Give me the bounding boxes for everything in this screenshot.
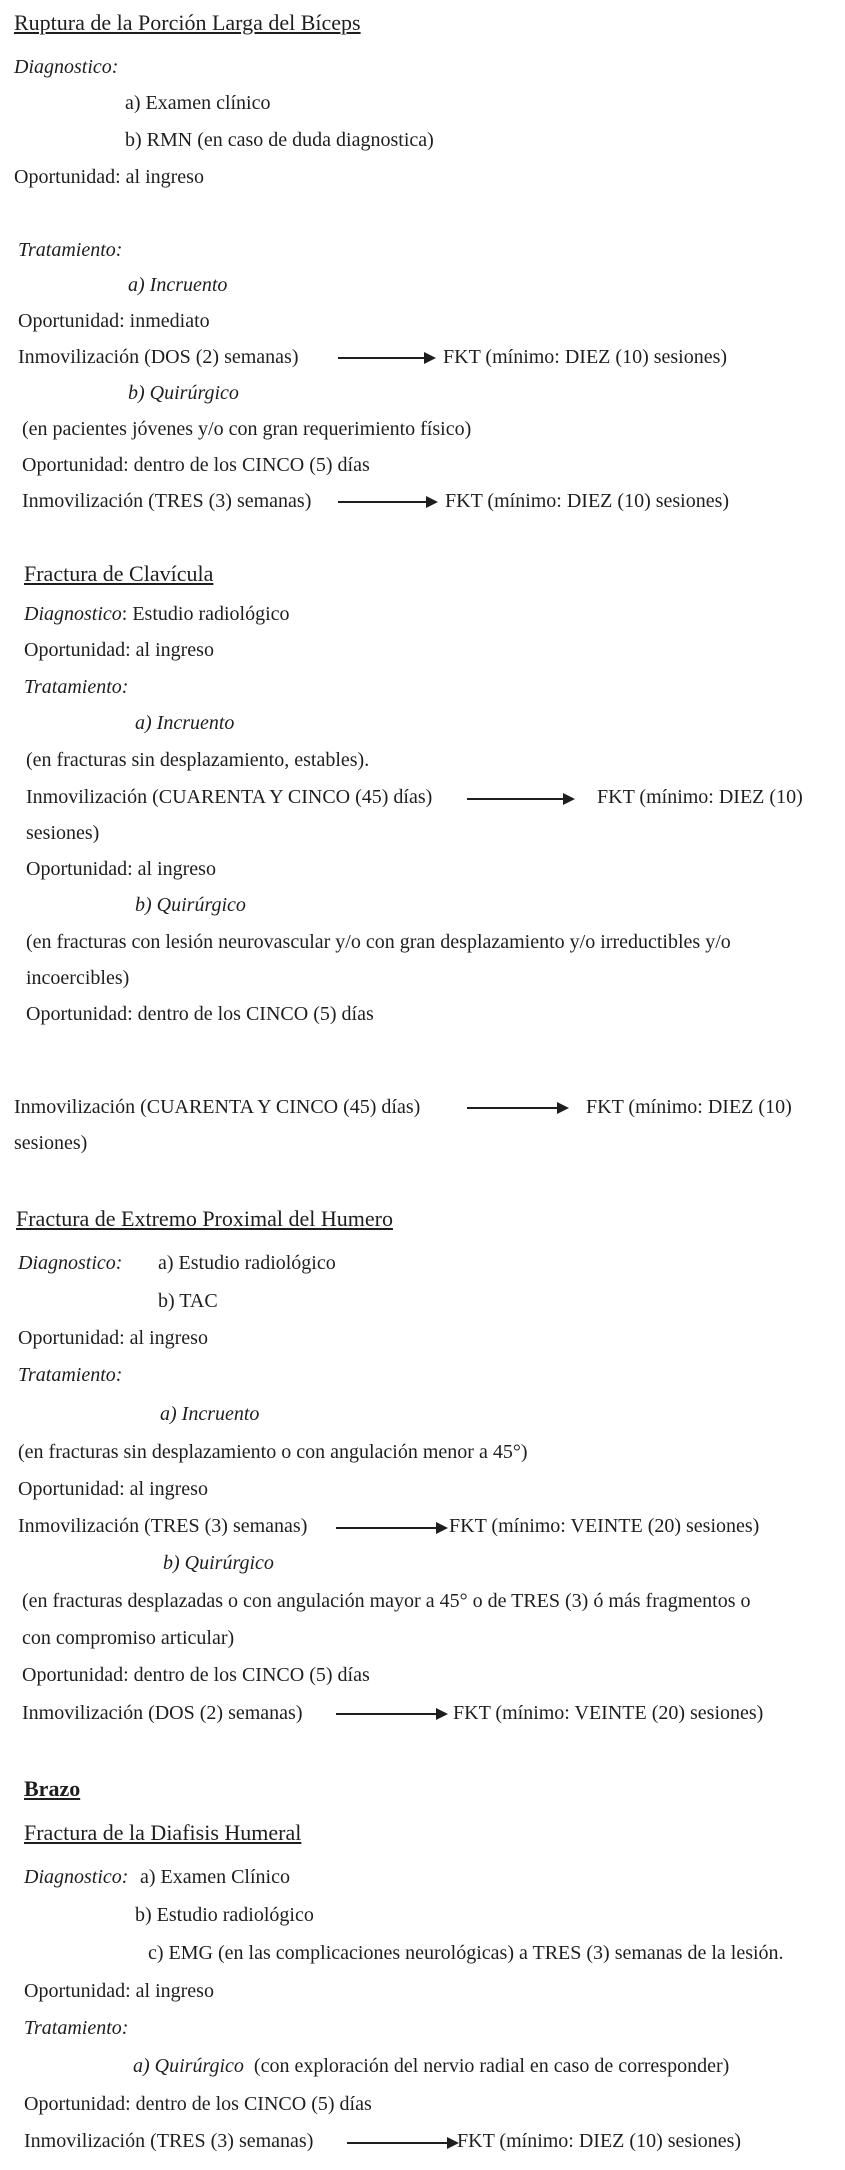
fkt-text: FKT (mínimo: VEINTE (20) sesiones) [453,1702,764,1724]
right-arrow-icon [336,1527,446,1529]
inmovilizacion-text: Inmovilización (DOS (2) semanas) [22,1702,303,1724]
diagnostico-label: Diagnostico: [18,1252,123,1274]
incruento-label: a) Incruento [160,1403,260,1425]
indication-note: con compromiso articular) [22,1627,235,1649]
oportunidad-text: Oportunidad: dentro de los CINCO (5) días [22,1664,370,1686]
diagnostico-item: a) Examen Clínico [140,1866,290,1888]
diagnostico-item: a) Estudio radiológico [158,1252,336,1274]
indication-note: incoercibles) [26,967,130,989]
indication-note: (en fracturas sin desplazamiento o con angulación menor a 45°) [18,1441,528,1463]
oportunidad-text: Oportunidad: al ingreso [24,1980,214,2002]
inmovilizacion-text: Inmovilización (CUARENTA Y CINCO (45) días) [14,1096,421,1118]
inmovilizacion-text: Inmovilización (TRES (3) semanas) [24,2130,314,2152]
inmovilizacion-text: Inmovilización (TRES (3) semanas) [22,490,312,512]
fkt-text: FKT (mínimo: DIEZ (10) sesiones) [445,490,730,512]
indication-note: (con exploración del nervio radial en caso de corresponder) [253,2055,730,2077]
quirurgico-line [133,2056,729,2076]
inmovilizacion-text: Inmovilización (CUARENTA Y CINCO (45) días) [26,786,433,808]
inmovilizacion-text: Inmovilización (TRES (3) semanas) [18,1515,308,1537]
right-arrow-icon [336,1713,446,1715]
right-arrow-icon [338,501,436,503]
oportunidad-text: Oportunidad: al ingreso [26,858,216,880]
diagnostico-item: b) Estudio radiológico [135,1904,314,1926]
section-title-diafisis: Fractura de la Diafisis Humeral [24,1820,302,1845]
diagnostico-label: Diagnostico: [14,56,119,78]
oportunidad-text: Oportunidad: dentro de los CINCO (5) días [24,2093,372,2115]
section-title-humero: Fractura de Extremo Proximal del Humero [16,1206,393,1231]
oportunidad-text: Oportunidad: al ingreso [24,639,214,661]
quirurgico-label: b) Quirúrgico [163,1552,274,1574]
diagnostico-item: b) TAC [158,1290,218,1312]
fkt-text-cont: sesiones) [14,1132,88,1154]
tratamiento-label: Tratamiento: [18,1364,123,1386]
indication-note: (en fracturas con lesión neurovascular y/o con gran desplazamiento y/o irreductibles y/o [26,931,731,953]
section-title-biceps: Ruptura de la Porción Larga del Bíceps [14,10,361,35]
oportunidad-text: Oportunidad: al ingreso [18,1327,208,1349]
tratamiento-label: Tratamiento: [24,676,129,698]
fkt-text: FKT (mínimo: DIEZ (10) [597,786,803,808]
fkt-text: FKT (mínimo: DIEZ (10) sesiones) [443,346,728,368]
oportunidad-text: Oportunidad: al ingreso [14,166,204,188]
incruento-label: a) Incruento [135,712,235,734]
diagnostico-text: : Estudio radiológico [121,603,290,625]
right-arrow-icon [347,2142,457,2144]
diagnostico-item: c) EMG (en las complicaciones neurológicas) a TRES (3) semanas de la lesión. [148,1942,784,1964]
section-heading-brazo: Brazo [24,1776,81,1801]
inmovilizacion-text: Inmovilización (DOS (2) semanas) [18,346,299,368]
right-arrow-icon [338,357,434,359]
oportunidad-text: Oportunidad: dentro de los CINCO (5) días [26,1003,374,1025]
oportunidad-text: Oportunidad: al ingreso [18,1478,208,1500]
diagnostico-line [24,604,290,624]
indication-note: (en fracturas sin desplazamiento, estables). [26,749,370,771]
indication-note: (en fracturas desplazadas o con angulación mayor a 45° o de TRES (3) ó más fragmentos o [22,1590,751,1612]
diagnostico-item: b) RMN (en caso de duda diagnostica) [125,129,434,151]
quirurgico-label: b) Quirúrgico [128,382,239,404]
diagnostico-item: a) Examen clínico [125,92,271,114]
indication-note: (en pacientes jóvenes y/o con gran requerimiento físico) [22,418,472,440]
incruento-label: a) Incruento [128,274,228,296]
fkt-text: FKT (mínimo: DIEZ (10) [586,1096,792,1118]
fkt-text-cont: sesiones) [26,822,100,844]
fkt-text: FKT (mínimo: DIEZ (10) sesiones) [457,2130,742,2152]
tratamiento-label: Tratamiento: [18,239,123,261]
quirurgico-label: b) Quirúrgico [135,894,246,916]
diagnostico-label: Diagnostico: [24,1866,129,1888]
quirurgico-label: a) Quirúrgico [133,2055,244,2077]
right-arrow-icon [467,1107,567,1109]
oportunidad-text: Oportunidad: dentro de los CINCO (5) días [22,454,370,476]
diagnostico-label: Diagnostico [24,603,122,625]
tratamiento-label: Tratamiento: [24,2017,129,2039]
fkt-text: FKT (mínimo: VEINTE (20) sesiones) [449,1515,760,1537]
oportunidad-text: Oportunidad: inmediato [18,310,210,332]
right-arrow-icon [467,798,573,800]
section-title-clavicula: Fractura de Clavícula [24,561,214,586]
